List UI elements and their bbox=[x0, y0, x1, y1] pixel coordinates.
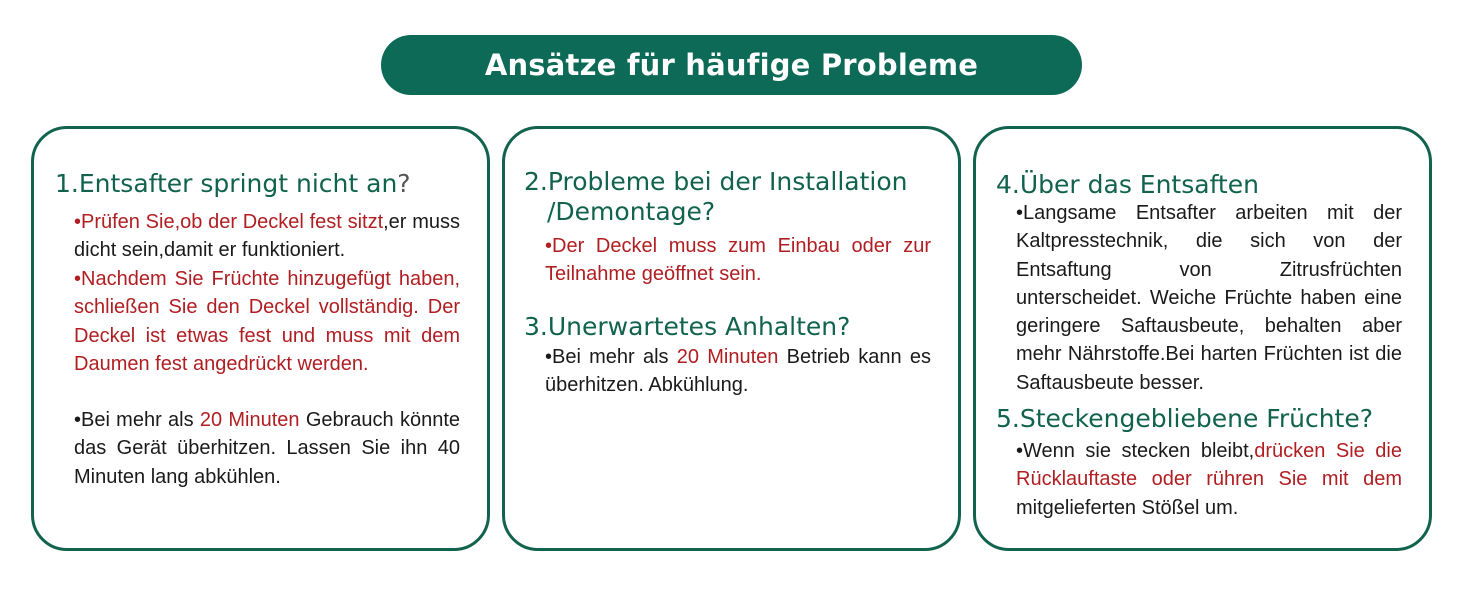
card3-heading: 4.Über das Entsaften bbox=[996, 170, 1259, 199]
card1-tip-2: •Nachdem Sie Früchte hinzugefügt haben, schließen Sie den Deckel vollständig. Der Deckel ist etwas fest und muss mit dem Daumen fest angedrückt werden. bbox=[74, 268, 460, 375]
card-entsaften-und-stecken bbox=[973, 126, 1432, 551]
card1-heading: 1.Entsafter springt nicht an? bbox=[55, 169, 411, 198]
card2-heading: 2.Probleme bei der Installation /Demontage? bbox=[524, 167, 908, 226]
card3-heading-stecken: 5.Steckengebliebene Früchte? bbox=[996, 404, 1374, 433]
card-entsafter-springt-nicht-an bbox=[31, 126, 490, 551]
title-banner bbox=[381, 35, 1082, 95]
card2-heading-anhalten: 3.Unerwartetes Anhalten? bbox=[524, 312, 851, 341]
card1-tip-3: •Bei mehr als 20 Minuten Gebrauch könnte das Gerät überhitzen. Lassen Sie ihn 40 Minuten lang abkühlen. bbox=[74, 409, 460, 488]
card3-tip-1: •Langsame Entsafter arbeiten mit der Kaltpresstechnik, die sich von der Entsaftung von Zitrusfrüchten unterscheidet. Weiche Früchte haben eine geringere Saftausbeute, behalten aber mehr Nährstoffe.Bei harten Früchten ist die Saftausbeute besser. bbox=[1016, 202, 1402, 394]
card2-tip-1: •Der Deckel muss zum Einbau oder zur Teilnahme geöffnet sein. bbox=[545, 235, 931, 286]
card3-tip-2: •Wenn sie stecken bleibt,drücken Sie die Rücklauftaste oder rühren Sie mit dem mitgelieferten Stößel um. bbox=[1016, 440, 1402, 519]
page-title: Ansätze für häufige Probleme bbox=[484, 48, 979, 82]
card1-tip-1: •Prüfen Sie,ob der Deckel fest sitzt,er muss dicht sein,damit er funktioniert. bbox=[74, 211, 460, 262]
card-installation-und-anhalten bbox=[502, 126, 961, 551]
card2-tip-2: •Bei mehr als 20 Minuten Betrieb kann es überhitzen. Abkühlung. bbox=[545, 346, 931, 397]
